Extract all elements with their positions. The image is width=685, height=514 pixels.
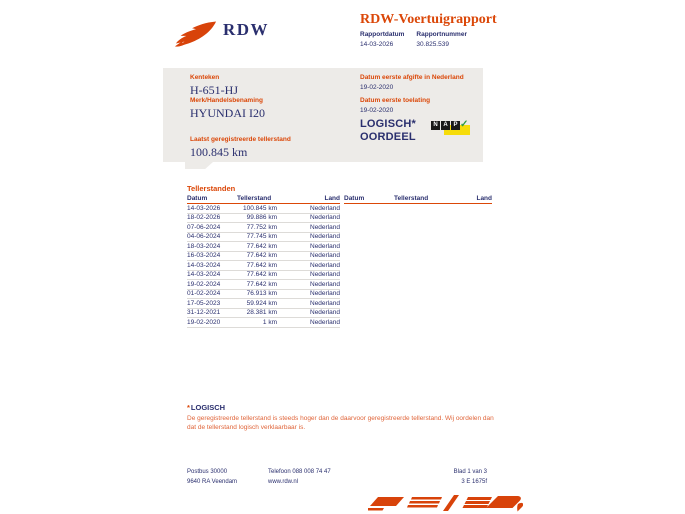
table-header-row — [187, 195, 340, 204]
footnote-title — [187, 403, 225, 412]
cell-datum: 17-05-2023 — [187, 299, 221, 307]
table-row — [187, 280, 340, 290]
cell-tellerstand: 77.642 km — [246, 280, 277, 288]
table-header-row — [344, 195, 492, 204]
kenteken-field — [190, 74, 238, 98]
cell-land: Nederland — [310, 252, 340, 260]
cell-land: Nederland — [310, 309, 340, 317]
cell-land: Nederland — [310, 290, 340, 298]
cell-datum: 07-06-2024 — [187, 223, 221, 231]
footer-form-code: 3 E 1675f — [461, 478, 487, 485]
kenteken-value: H-651-HJ — [190, 83, 238, 97]
cell-datum: 19-02-2024 — [187, 280, 221, 288]
footnote-title-text: LOGISCH — [190, 403, 226, 412]
oordeel-line1: LOGISCH* — [360, 118, 416, 130]
footer-phone: Telefoon 088 008 74 47 — [268, 469, 331, 475]
report-number-label: Rapportnummer — [416, 31, 467, 38]
cell-datum: 14-03-2026 — [187, 204, 221, 212]
toelating-field — [360, 97, 430, 114]
table-row — [187, 252, 340, 262]
cell-land: Nederland — [310, 261, 340, 269]
nap-letter-p: P — [451, 121, 460, 130]
col-header-tellerstand: Tellerstand — [237, 195, 272, 202]
col-header-datum: Datum — [344, 195, 365, 202]
cell-datum: 04-06-2024 — [187, 233, 221, 241]
cell-tellerstand: 77.642 km — [246, 271, 277, 279]
footnote-text: De geregistreerde tellerstand is steeds hoger dan de daarvoor geregistreerde tellerstand. Wij oordelen dan dat de tellerstand logisch verklaarbaar is. — [187, 415, 494, 431]
afgifte-value: 19-02-2020 — [360, 84, 394, 91]
vehicle-box-tab — [185, 162, 213, 169]
footer-address — [187, 468, 237, 487]
cell-land: Nederland — [310, 204, 340, 212]
oordeel-text — [360, 118, 416, 144]
footnote-asterisk: * — [187, 403, 190, 412]
document-title: RDW-Voertuigrapport — [360, 12, 497, 27]
cell-tellerstand: 100.845 km — [243, 204, 277, 212]
rdw-logo-text: RDW — [223, 20, 270, 39]
toelating-label: Datum eerste toelating — [360, 97, 431, 104]
nap-letter-a: A — [441, 121, 450, 130]
footer-website: www.rdw.nl — [268, 478, 299, 485]
cell-land: Nederland — [310, 242, 340, 250]
cell-datum: 31-12-2021 — [187, 309, 221, 317]
table-row — [187, 233, 340, 243]
tellerstand-label: Laatst geregistreerde tellerstand — [190, 136, 291, 143]
col-header-datum: Datum — [187, 195, 208, 202]
cell-tellerstand: 76.913 km — [246, 290, 277, 298]
cell-tellerstand: 77.642 km — [246, 252, 277, 260]
rdw-stripes-decoration — [368, 494, 523, 513]
footer-page-info — [400, 468, 487, 487]
table-row — [187, 214, 340, 224]
report-number-value: 30.825.539 — [416, 41, 449, 48]
col-header-land: Land — [476, 195, 492, 202]
tellerstanden-table-left — [187, 195, 340, 328]
merk-value: HYUNDAI I20 — [190, 106, 265, 120]
merk-label: Merk/Handelsbenaming — [190, 97, 263, 104]
cell-datum: 18-02-2026 — [187, 214, 221, 222]
table-row — [187, 309, 340, 319]
tellerstanden-table-right — [344, 195, 492, 204]
footer-address-line2: 9640 RA Veendam — [187, 478, 238, 485]
tellerstand-value: 100.845 km — [190, 145, 248, 159]
cell-datum: 14-03-2024 — [187, 271, 221, 279]
vehicle-summary-box — [163, 68, 483, 162]
cell-datum: 16-03-2024 — [187, 252, 221, 260]
rdw-flame-icon — [173, 18, 217, 48]
col-header-land: Land — [324, 195, 340, 202]
report-date — [360, 31, 404, 48]
cell-land: Nederland — [310, 271, 340, 279]
report-meta — [360, 31, 467, 48]
report-date-value: 14-03-2026 — [360, 41, 394, 48]
cell-datum: 01-02-2024 — [187, 290, 221, 298]
nap-letter-n: N — [431, 121, 440, 130]
cell-datum: 19-02-2020 — [187, 318, 221, 326]
cell-tellerstand: 77.752 km — [246, 223, 277, 231]
footer-address-line1: Postbus 30000 — [187, 469, 228, 475]
footer-contact — [268, 468, 331, 487]
col-header-tellerstand: Tellerstand — [394, 195, 429, 202]
cell-land: Nederland — [310, 318, 340, 326]
oordeel-line2: OORDEEL — [360, 131, 416, 143]
afgifte-label: Datum eerste afgifte in Nederland — [360, 74, 464, 81]
cell-tellerstand: 77.745 km — [246, 233, 277, 241]
nap-logo — [431, 121, 475, 138]
table-row — [187, 318, 340, 328]
report-number — [416, 31, 467, 48]
cell-datum: 14-03-2024 — [187, 261, 221, 269]
table-row — [187, 261, 340, 271]
report-date-label: Rapportdatum — [360, 31, 405, 38]
afgifte-field — [360, 74, 464, 91]
cell-land: Nederland — [310, 214, 340, 222]
footer-page-number: Blad 1 van 3 — [453, 469, 487, 475]
cell-tellerstand: 1 km — [262, 318, 277, 326]
toelating-value: 19-02-2020 — [360, 107, 394, 114]
table-body — [187, 204, 340, 328]
table-row — [187, 204, 340, 214]
cell-tellerstand: 77.642 km — [246, 242, 277, 250]
rdw-logo — [173, 18, 269, 48]
cell-tellerstand: 77.642 km — [246, 261, 277, 269]
cell-land: Nederland — [310, 299, 340, 307]
cell-tellerstand: 99.886 km — [246, 214, 277, 222]
table-row — [187, 299, 340, 309]
tellerstand-field — [190, 136, 291, 160]
table-row — [187, 271, 340, 281]
tellerstanden-heading: Tellerstanden — [187, 184, 236, 193]
merk-field — [190, 97, 265, 121]
nap-check-icon: ✓ — [460, 119, 469, 130]
cell-tellerstand: 28.381 km — [246, 309, 277, 317]
cell-land: Nederland — [310, 223, 340, 231]
cell-land: Nederland — [310, 233, 340, 241]
cell-datum: 18-03-2024 — [187, 242, 221, 250]
cell-land: Nederland — [310, 280, 340, 288]
table-row — [187, 242, 340, 252]
table-row — [187, 223, 340, 233]
cell-tellerstand: 59.924 km — [246, 299, 277, 307]
kenteken-label: Kenteken — [190, 74, 220, 81]
table-row — [187, 290, 340, 300]
